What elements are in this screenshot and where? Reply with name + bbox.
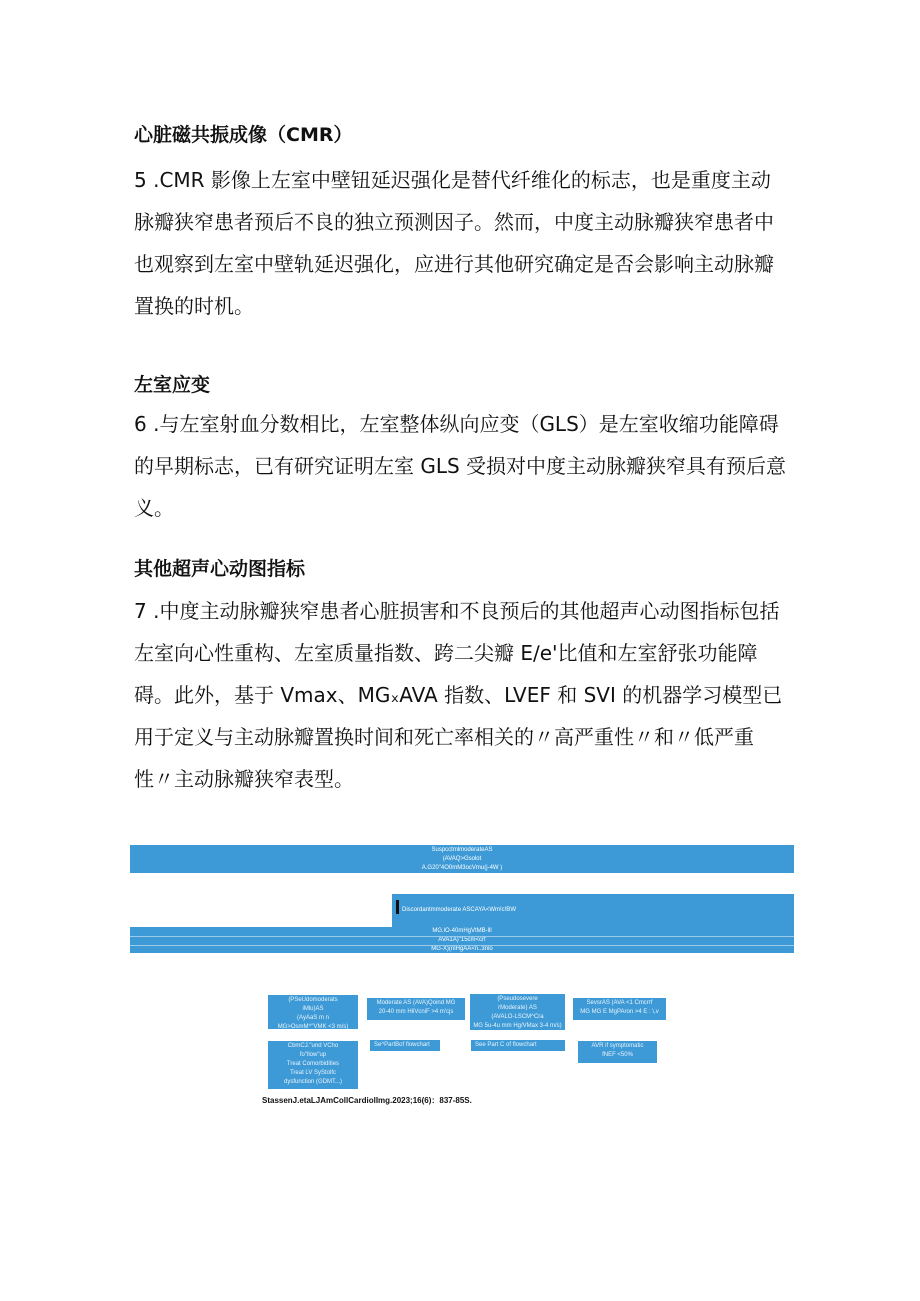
- paragraph-line: 的早期标志，已有研究证明左室 GLS 受损对中度主动脉瓣狭窄具有预后意: [134, 454, 787, 478]
- section-heading-strain: 左室应变: [134, 374, 211, 396]
- box-text: fNEF <50%: [602, 1052, 633, 1058]
- box-severe-as: [573, 998, 666, 1020]
- box-moderate-as: [367, 998, 465, 1020]
- box-ct-followup-treat: [268, 1041, 358, 1089]
- bar-text: MG-X)(nlHgAA<n..3nlo: [431, 946, 493, 952]
- box-text: iMlu)AS: [302, 1006, 324, 1012]
- bar-text: A.G20"4O0mM3ocVmu(j-4W ): [421, 865, 503, 871]
- box-text: MG 5u-4u mm Hg/VMax 3-4 m/s): [473, 1023, 562, 1029]
- link-text: See Part C of flowchart: [475, 1042, 537, 1048]
- paragraph-line: 7 .中度主动脉瓣狭窄患者心脏损害和不良预后的其他超声心动图指标包括: [134, 599, 780, 623]
- figure-citation: StassenJ.etaLJAmCollCardiolImg.2023;16(6)：837-85S.: [262, 1096, 472, 1105]
- flowchart-top-bar: [130, 845, 794, 873]
- box-text: SevsrAS (AVA <1 Cmcrrf: [586, 1000, 653, 1006]
- paragraph-line: 也观察到左室中壁轨延迟强化，应进行其他研究确定是否会影响主动脉瓣: [134, 252, 774, 276]
- flowchart-criteria-bar: [130, 927, 794, 953]
- bar-text: Discordantmmoderate ASCAYA<Wm!c!BW: [402, 907, 516, 913]
- box-pseudo-severe-as: [470, 994, 565, 1030]
- box-text: (AyAaS m n: [297, 1015, 329, 1021]
- box-text: CbmCJ."und VCho: [287, 1043, 339, 1049]
- bar-text: AVA1A)"15cm<crf: [438, 937, 486, 943]
- paragraph-line: 义。: [134, 496, 174, 520]
- box-text: fo"llow"up: [299, 1052, 327, 1058]
- bar-divider: [130, 936, 794, 937]
- flowchart-discordant-bar: [392, 894, 794, 927]
- box-text: (AVALO-LSCM^Cra: [491, 1014, 544, 1020]
- box-text: (Pseudosevere: [497, 996, 538, 1002]
- box-text: 20-40 mm HliVcniF >4 m'cjs: [378, 1009, 454, 1015]
- section-heading-echo: 其他超声心动图指标: [134, 558, 306, 580]
- paragraph-cmr: [134, 159, 794, 327]
- text-cursor-marker: [396, 900, 399, 914]
- bar-text: (AVAQ>Gsolot: [442, 856, 482, 862]
- bar-divider: [130, 945, 794, 946]
- paragraph-line: 用于定义与主动脉瓣置换时间和死亡率相关的〃高严重性〃和〃低严重: [134, 725, 754, 749]
- box-text: MG MG E MgPAron >4 E : \,v: [580, 1009, 659, 1015]
- box-text: MG>OsmM^"VMK <3 m/s): [277, 1024, 349, 1030]
- paragraph-line: 碍。此外，基于 Vmax、MGₓAVA 指数、LVEF 和 SVI 的机器学习模型已: [134, 683, 783, 707]
- bar-text: MG.lO-40mHgVtMB-lll: [432, 928, 492, 934]
- paragraph-line: 6 .与左室射血分数相比，左室整体纵向应变（GLS）是左室收缩功能障碍: [134, 412, 779, 436]
- link-see-part-c[interactable]: [471, 1040, 565, 1051]
- paragraph-line: 性〃主动脉瓣狭窄表型。: [134, 767, 354, 791]
- box-text: Treat LV SyStolfc: [289, 1070, 337, 1076]
- box-text: dysfunction (GDMT...): [283, 1079, 342, 1085]
- paragraph-line: 5 .CMR 影像上左室中壁钮延迟强化是替代纤维化的标志，也是重度主动: [134, 168, 771, 192]
- box-text: rModerate) AS: [498, 1005, 537, 1011]
- bar-text: SuspcctmlmoderateAS: [431, 847, 493, 853]
- box-text: Treat Comorbidities: [286, 1061, 340, 1067]
- paragraph-strain: [134, 403, 794, 529]
- paragraph-line: 左室向心性重构、左室质量指数、跨二尖瓣 E∕e'比值和左室舒张功能障: [134, 641, 758, 665]
- paragraph-line: 脉瓣狭窄患者预后不良的独立预测因子。然而，中度主动脉瓣狭窄患者中: [134, 210, 774, 234]
- box-text: AVR if symptomatic: [591, 1043, 644, 1049]
- box-text: Moderate AS (AVA)Qoind MG: [376, 1000, 456, 1006]
- paragraph-line: 置换的时机。: [134, 294, 254, 318]
- link-text: Se^PartBof flowchart: [374, 1042, 430, 1048]
- box-pseudo-moderate-as: [268, 995, 358, 1029]
- paragraph-echo: [134, 590, 794, 800]
- box-avr-recommendation: [578, 1041, 657, 1063]
- link-see-part-b[interactable]: [370, 1040, 440, 1051]
- section-heading-cmr: 心脏磁共振成像（CMR）: [134, 124, 353, 146]
- box-text: (PSeUdomoderats: [288, 997, 338, 1003]
